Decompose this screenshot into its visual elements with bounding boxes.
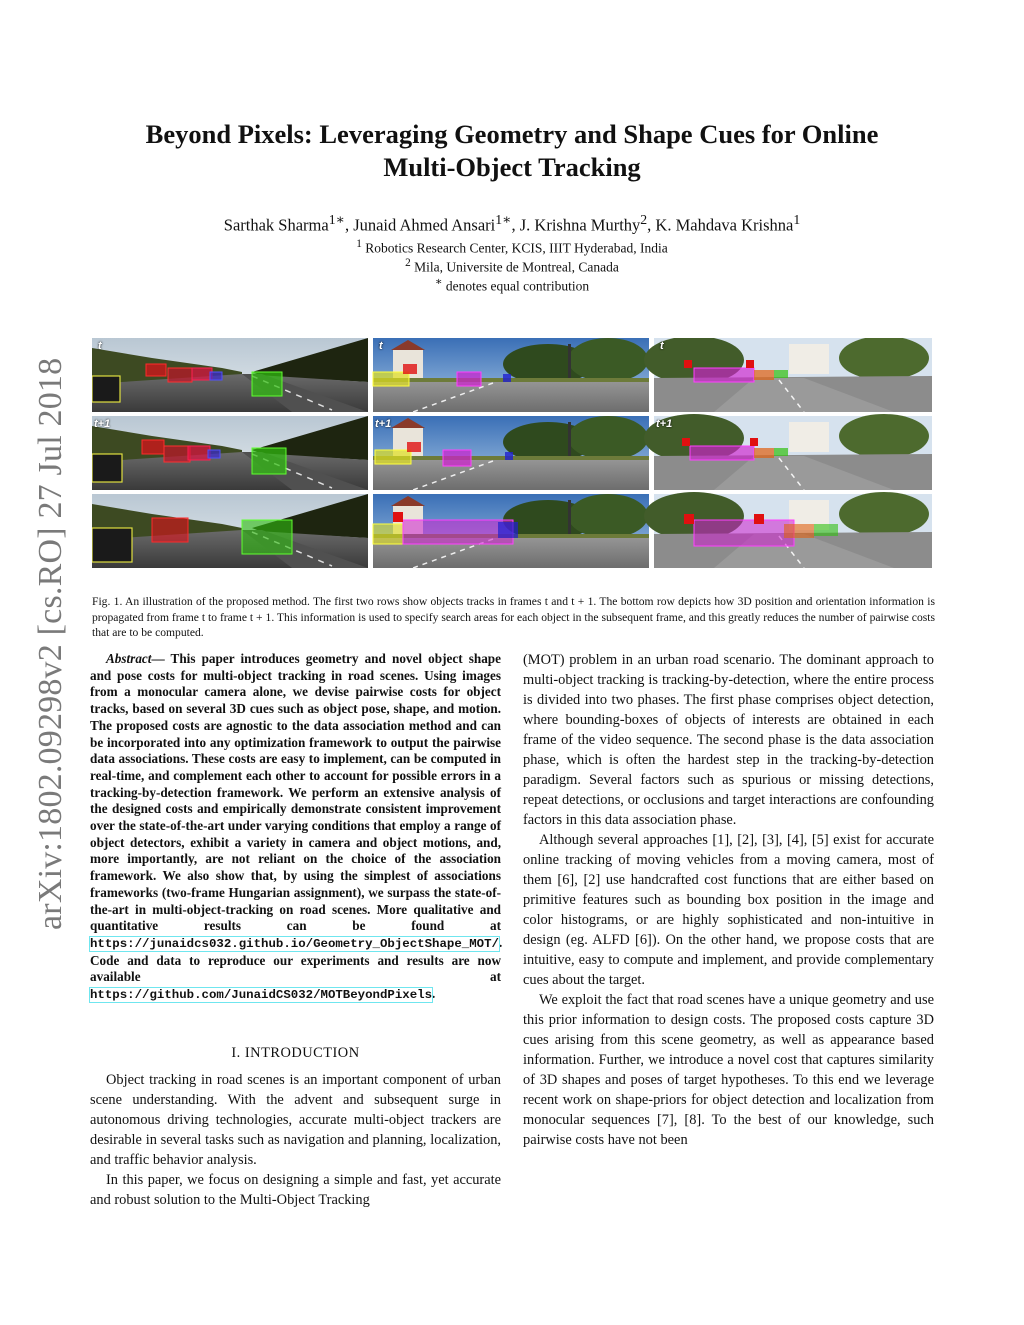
project-page-link[interactable]: https://junaidcs032.github.io/Geometry_ObjectShape_MOT/ [90,936,499,951]
figure-panel [644,414,932,490]
paragraph: Object tracking in road scenes is an important component of urban scene understanding. With the advent and subsequent surge in autonomous driving technologies, accurate multi-object trackers are desirable in several tasks such as navigation and planning, localization, and traffic behavior analysis. [90,1072,501,1168]
figure-1-image-grid [92,338,932,570]
frame-label-t-plus-1: t+1 [375,418,392,430]
arxiv-side-stamp: arXiv:1802.09298v2 [cs.RO] 27 Jul 2018 [32,357,69,930]
title-line-1: Beyond Pixels: Leveraging Geometry and Shape Cues for Online [145,119,879,149]
figure-panel [373,338,649,412]
frame-label-t: t [98,340,102,352]
author-name: J. Krishna Murthy [519,215,641,235]
affiliation-text: denotes equal contribution [445,278,590,294]
author-mark: 1∗ [495,212,512,227]
figure-panel [373,494,649,568]
frame-label-t: t [379,340,383,352]
paragraph: We exploit the fact that road scenes have a unique geometry and use this prior information to design costs. The proposed costs capture 3D cues arising from this scene geometry, as well as appearance based information. Further, we introduce a novel cost that captures similarity of 3D shapes and poses of target hypotheses. To this end we leverage recent work on shape-priors for object detection and localization from monocular sequences [7], [8]. To the best of our knowledge, such pairwise costs have not been [523,992,934,1148]
abstract [90,651,501,1004]
title-line-2: Multi-Object Tracking [383,152,641,182]
figure-panel [92,338,368,412]
affiliation-text: Mila, Universite de Montreal, Canada [414,259,619,275]
paragraph: In this paper, we focus on designing a simple and fast, yet accurate and robust solution to the Multi-Object Tracking [90,1172,501,1208]
section-heading-introduction: I. INTRODUCTION [231,1045,360,1061]
introduction-left-column [90,1070,501,1210]
figure-panel [644,492,932,568]
figure-panel [92,416,368,490]
paragraph: (MOT) problem in an urban road scenario. The dominant approach to multi-object tracking is tracking-by-detection, where the entire process is divided into two phases. The first phase comprises object detection, where bounding-boxes of objects of interests are obtained in each frame of the video sequence. The second phase is the data association phase, which is often the hardest step in the tracking-by-detection paradigm. Several factors such as spurious or missing detections, repeat detections, or occlusions and target interactions are confounding factors in this data association phase. [523,652,934,828]
author-name: K. Mahdava Krishna [655,215,794,235]
frame-label-t-plus-1: t+1 [656,418,673,430]
paragraph: Although several approaches [1], [2], [3], [4], [5] exist for accurate online tracking of moving vehicles from a moving camera, most of them [6], [2] use handcrafted cost functions that are either based on primitive features such as bounding box position in the image and color histograms, or are highly sophisticated and non-intuitive in design (eg. ALFD [6]). On the other hand, we propose costs that are intuitive, easy to compute and implement, and provide complementary cues about the target. [523,832,934,988]
affiliation-mark: 2 [405,257,411,269]
abstract-text-continued: . Code and data to reproduce our experiments and results are now available at [90,934,503,985]
figure-panel [644,338,932,412]
author-mark: 2 [640,212,648,227]
figure-panel [92,494,368,568]
abstract-text-end: . [432,986,436,1002]
figure-panel [373,416,649,490]
paper-title [80,118,944,184]
author-mark: 1 [793,212,801,227]
affiliation-mark: ∗ [434,276,443,288]
affiliation-mark: 1 [356,238,362,250]
affiliation-text: Robotics Research Center, KCIS, IIIT Hyderabad, India [365,240,668,256]
introduction-right-column [523,650,934,1150]
author-name: Sarthak Sharma [223,215,329,235]
abstract-text: — This paper introduces geometry and novel object shape and pose costs for multi-object tracking in road scenes. Using images from a monocular camera alone, we devise pairwise costs for object tracks, based on several 3D cues such as object pose, shape, and motion. The proposed costs are agnostic to the data association method and can be incorporated into any optimization framework to output the pairwise data associations. These costs are easy to implement, can be computed in real-time, and complement each other to account for possible errors in a tracking-by-detection framework. We perform an extensive analysis of the designed costs and empirically demonstrate consistent improvement over the state-of-the-art under varying conditions that employ a range of object detectors, exhibit a variety in camera and object motions, and, more importantly, are not reliant on the choice of the association framework. We also show that, by using the simplest of associations frameworks (two-frame Hungarian assignment), we surpass the state-of-the-art in multi-object-tracking on road scenes. More qualitative and quantitative results can be found at [90,651,501,934]
author-list: Sarthak Sharma$^{1∗}$, Junaid Ahmed Ansari$^{1∗}$, J. Krishna Murthy$^2$, K. Mahdava Krishna$^1$ [223,212,801,235]
author-mark: 1∗ [328,212,345,227]
abstract-heading: Abstract [106,651,152,666]
frame-label-t: t [660,340,664,352]
affiliation [80,273,944,296]
author-name: Junaid Ahmed Ansari [353,215,496,235]
code-repository-link[interactable]: https://github.com/JunaidCS032/MOTBeyondPixels [90,988,433,1003]
figure-1-tracking-illustration [92,338,932,570]
frame-label-t-plus-1: t+1 [94,418,111,430]
figure-1-caption: Fig. 1. An illustration of the proposed method. The first two rows show objects tracks in frames t and t + 1. The bottom row depicts how 3D position and orientation information is propagated from frame t to frame t + 1. This information is used to specify search areas for each object in the subsequent frame, and this greatly reduces the number of pairwise costs that are to be computed. [92,595,935,639]
